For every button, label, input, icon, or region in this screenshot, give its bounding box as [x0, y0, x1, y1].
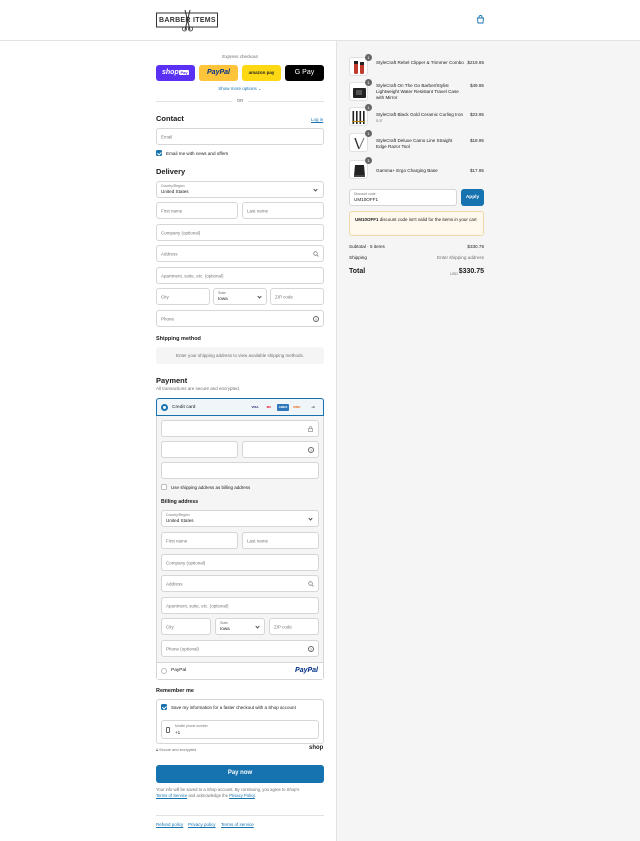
- card-number-input[interactable]: [161, 420, 319, 437]
- shopping-bag-icon[interactable]: [476, 15, 485, 24]
- paypal-option[interactable]: [157, 662, 323, 679]
- lock-icon: [308, 426, 313, 432]
- apply-discount-button[interactable]: [461, 189, 484, 206]
- billing-country-label: Country/Region: [166, 513, 190, 517]
- quantity-badge: 1: [365, 104, 372, 111]
- country-select[interactable]: [156, 181, 324, 198]
- shipping-method-message: Enter your shipping address to view available shipping methods.: [175, 352, 305, 358]
- billing-last-name-input[interactable]: [242, 532, 319, 549]
- save-info-checkbox[interactable]: [161, 704, 167, 710]
- city-input[interactable]: [156, 288, 210, 305]
- total-label: Total: [349, 268, 366, 275]
- billing-first-name-input[interactable]: [161, 532, 238, 549]
- subtotal-label: Subtotal · 5 items: [349, 244, 385, 249]
- card-expiry-input[interactable]: [161, 441, 238, 458]
- billing-address-heading: Billing address: [161, 499, 199, 505]
- paypal-express-text: PayPal: [207, 69, 230, 76]
- quantity-badge: 1: [365, 79, 372, 86]
- billing-state-select[interactable]: [215, 618, 265, 635]
- billing-apartment-placeholder: Apartment, suite, etc. (optional): [166, 603, 229, 608]
- country-value: United States: [161, 189, 189, 194]
- help-icon[interactable]: ?: [314, 317, 318, 322]
- or-divider-text: OR: [236, 98, 244, 103]
- billing-zip-input[interactable]: [269, 618, 319, 635]
- privacy-policy-footer-link[interactable]: Privacy policy: [188, 822, 216, 827]
- amazon-pay-button[interactable]: [242, 65, 281, 81]
- zip-input[interactable]: [270, 288, 324, 305]
- lock-icon: 🔒︎: [156, 748, 159, 752]
- newsletter-label: Email me with news and offers: [166, 150, 229, 156]
- address-input[interactable]: [156, 245, 324, 262]
- legal-and: and acknowledge the: [187, 792, 230, 798]
- billing-country-value: United States: [166, 518, 194, 523]
- chevron-down-icon: [257, 294, 261, 298]
- search-icon: [308, 581, 314, 587]
- product-name: StyleCraft Black Gold Ceramic Curling Iron: [376, 112, 464, 117]
- total-value: $330.75: [458, 268, 484, 275]
- amex-icon: AMEX: [278, 405, 288, 409]
- visa-icon: VISA: [251, 405, 259, 409]
- state-label: State: [218, 291, 226, 295]
- footer-divider: [156, 815, 324, 816]
- remember-me-heading: Remember me: [156, 688, 194, 694]
- billing-phone-input[interactable]: [161, 640, 319, 657]
- quantity-badge: 1: [365, 157, 372, 164]
- header: [0, 0, 640, 41]
- total-currency: USD: [450, 272, 459, 276]
- use-shipping-as-billing-label: Use shipping address as billing address: [171, 484, 251, 490]
- show-more-options-text: Show more options: [218, 86, 257, 91]
- terms-of-service-link[interactable]: Terms of Service: [156, 792, 188, 798]
- billing-first-name-placeholder: First name: [166, 538, 188, 543]
- chevron-down-icon: [313, 187, 317, 191]
- product-name: StyleCraft Deluxe Camo Line Straight Edge Razor Tool: [376, 138, 453, 150]
- privacy-policy-link[interactable]: Privacy Policy: [229, 792, 255, 798]
- product-price: $18.95: [469, 138, 484, 143]
- billing-city-input[interactable]: [161, 618, 211, 635]
- billing-company-input[interactable]: [161, 554, 319, 571]
- discount-warning-banner: [349, 211, 484, 236]
- company-placeholder: Company (optional): [161, 230, 201, 235]
- company-input[interactable]: [156, 224, 324, 241]
- show-more-options-link[interactable]: [156, 86, 324, 92]
- newsletter-checkbox[interactable]: [156, 150, 162, 156]
- shipping-label: Shipping: [349, 255, 367, 260]
- mobile-phone-label: Mobile phone number: [175, 724, 208, 728]
- billing-company-placeholder: Company (optional): [166, 560, 206, 565]
- shipping-value: Enter shipping address: [437, 255, 484, 260]
- discover-icon: DISC: [293, 405, 301, 409]
- credit-card-option[interactable]: [156, 398, 324, 416]
- shop-pay-text: shop: [162, 69, 179, 76]
- billing-address-input[interactable]: [161, 575, 319, 592]
- chevron-down-icon: [255, 624, 259, 628]
- phone-icon: [166, 727, 170, 733]
- use-shipping-as-billing-checkbox[interactable]: [161, 484, 167, 490]
- secure-note: [156, 747, 196, 753]
- billing-zip-placeholder: ZIP code: [274, 624, 292, 629]
- legal-line: Your info will be saved to a Shop account. By continuing, you agree to Shop's: [156, 787, 300, 792]
- refund-policy-link[interactable]: Refund policy: [156, 822, 184, 827]
- apartment-placeholder: Apartment, suite, etc. (optional): [161, 273, 224, 278]
- email-placeholder: Email: [161, 134, 173, 139]
- paypal-logo-icon: PayPal: [295, 666, 318, 674]
- divider-left: [156, 101, 232, 102]
- payment-heading: Payment: [156, 376, 188, 385]
- last-name-placeholder: Last name: [247, 208, 269, 213]
- zip-placeholder: ZIP code: [275, 294, 293, 299]
- billing-country-select[interactable]: [161, 510, 319, 527]
- last-name-input[interactable]: [242, 202, 324, 219]
- first-name-input[interactable]: [156, 202, 238, 219]
- radio-selected-icon: [161, 404, 168, 411]
- discount-code-input[interactable]: [349, 189, 457, 206]
- product-price: $219.95: [467, 60, 484, 65]
- mobile-phone-value: +1: [175, 730, 181, 735]
- chevron-down-icon: [308, 516, 312, 520]
- help-icon[interactable]: ?: [309, 647, 313, 652]
- logo-text-left: BARBER: [159, 16, 191, 24]
- billing-phone-placeholder: Phone (optional): [166, 646, 200, 651]
- order-summary-panel: [336, 41, 640, 841]
- radio-unselected-icon: [161, 668, 167, 674]
- secure-text: Secure and encrypted: [159, 748, 197, 752]
- mobile-phone-input[interactable]: [161, 720, 319, 739]
- product-variant: 0.5": [376, 118, 383, 123]
- quantity-badge: 1: [365, 54, 372, 61]
- store-logo[interactable]: [156, 8, 218, 32]
- product-name: StyleCraft Rebel Clipper & Trimmer Combo: [376, 60, 464, 65]
- legal-text: [156, 787, 324, 798]
- card-cvv-input[interactable]: [242, 441, 319, 458]
- phone-placeholder: Phone: [161, 316, 175, 321]
- billing-apartment-input[interactable]: [161, 597, 319, 614]
- product-price: $49.95: [469, 83, 484, 88]
- google-pay-button[interactable]: [285, 65, 324, 81]
- country-label: Country/Region: [161, 184, 185, 188]
- divider-right: [248, 101, 324, 102]
- terms-of-service-footer-link[interactable]: Terms of service: [221, 822, 254, 827]
- contact-heading: Contact: [156, 114, 184, 123]
- billing-state-label: State: [220, 621, 228, 625]
- card-name-input[interactable]: [161, 462, 319, 479]
- quantity-badge: 1: [365, 130, 372, 137]
- billing-last-name-placeholder: Last name: [247, 538, 269, 543]
- product-price: $23.95: [469, 112, 484, 117]
- warning-code: UM10OFF1: [355, 217, 379, 222]
- discount-code-value: UM10OFF1: [354, 197, 378, 202]
- chevron-down-icon: ⌄: [258, 86, 262, 91]
- city-placeholder: City: [161, 294, 169, 299]
- shop-logo: shop: [309, 745, 324, 751]
- save-info-label: Save my information for a faster checkout with a Shop account: [171, 704, 296, 710]
- paypal-option-label: PayPal: [171, 668, 187, 673]
- express-checkout-title: Express checkout: [222, 54, 258, 59]
- address-placeholder: Address: [161, 251, 178, 256]
- login-link[interactable]: Log in: [311, 117, 324, 122]
- delivery-heading: Delivery: [156, 167, 186, 176]
- amazon-pay-text: amazon pay: [248, 70, 275, 75]
- pay-now-button[interactable]: [156, 765, 324, 783]
- billing-address-placeholder: Address: [166, 581, 183, 586]
- product-name: Gamma+ Ergo Charging Base: [376, 168, 438, 173]
- search-icon: [313, 251, 319, 257]
- phone-input[interactable]: [156, 310, 324, 327]
- apply-label: Apply: [465, 194, 480, 200]
- credit-card-label: Credit card: [172, 405, 196, 410]
- payment-subtitle: All transactions are secure and encrypted.: [156, 386, 241, 391]
- mastercard-icon: MC: [266, 405, 272, 409]
- discount-warning-text: [355, 217, 480, 224]
- first-name-placeholder: First name: [161, 208, 183, 213]
- google-pay-text: G Pay: [294, 69, 315, 76]
- state-select[interactable]: [213, 288, 267, 305]
- legal-end: .: [254, 792, 257, 798]
- warning-message: discount code isn't valid for the items in your cart: [378, 217, 477, 222]
- apartment-input[interactable]: [156, 267, 324, 284]
- product-price: $17.95: [469, 168, 484, 173]
- discount-code-label: Discount code: [354, 192, 376, 196]
- shop-pay-badge: Pay: [180, 70, 188, 75]
- billing-city-placeholder: City: [166, 624, 174, 629]
- billing-state-value: Iowa: [220, 626, 230, 631]
- shipping-method-heading: Shipping method: [156, 336, 201, 342]
- state-value: Iowa: [218, 296, 228, 301]
- product-name: StyleCraft On The Go Barber/Stylist Lightweight Water Resistant Travel Case with Mirror: [376, 83, 459, 101]
- more-cards-badge: +6: [311, 405, 315, 409]
- help-icon[interactable]: ?: [309, 448, 313, 453]
- shipping-method-box: [156, 347, 324, 364]
- logo-text-right: ITEMS: [193, 16, 216, 24]
- paypal-express-button[interactable]: [199, 65, 238, 81]
- shop-pay-button[interactable]: [156, 65, 195, 81]
- pay-now-label: Pay now: [227, 770, 253, 776]
- email-input[interactable]: [156, 128, 324, 145]
- subtotal-value: $330.75: [467, 244, 484, 249]
